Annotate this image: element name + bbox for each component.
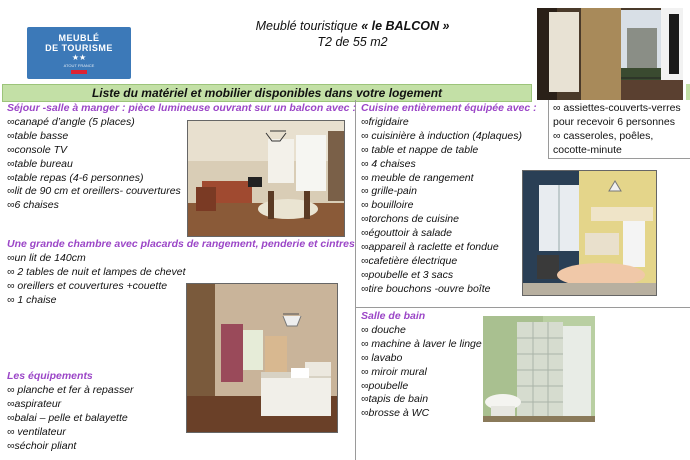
list-item: ∞poubelle [361, 379, 409, 392]
list-item: ∞poubelle et 3 sacs [361, 268, 454, 281]
list-item: ∞canapé d’angle (5 places) [7, 115, 135, 128]
list-item: ∞ bouilloire [361, 199, 414, 212]
balcony-photo [537, 8, 683, 100]
list-item: ∞tapis de bain [361, 393, 429, 406]
list-item: ∞ casseroles, poêles, [553, 129, 654, 142]
vaisselle-section [553, 102, 681, 158]
list-item: ∞balai – pelle et balayette [7, 411, 128, 424]
cuisine-section [361, 102, 537, 297]
bathroom-photo [483, 316, 595, 422]
list-item: ∞appareil à raclette et fondue [361, 241, 499, 254]
list-item: ∞ ventilateur [7, 425, 66, 438]
list-item: ∞table basse [7, 129, 69, 142]
list-item: ∞ grille-pain [361, 185, 417, 198]
list-item: ∞égouttoir à salade [361, 227, 452, 240]
bedroom-photo [186, 283, 338, 433]
list-item: ∞séchoir pliant [7, 439, 77, 452]
list-item: ∞ machine à laver le linge [361, 337, 482, 350]
list-item: ∞ oreillers et couvertures +couette [7, 279, 168, 292]
kitchen-photo [522, 170, 657, 296]
living-room-photo [187, 120, 345, 237]
column-divider [548, 100, 549, 158]
row-divider [355, 307, 690, 308]
list-item: ∞ cuisinière à induction (4plaques) [361, 129, 522, 142]
list-item: ∞lit de 90 cm et oreillers- couvertures [7, 185, 181, 198]
list-item: ∞frigidaire [361, 115, 409, 128]
list-item: ∞ lavabo [361, 351, 403, 364]
list-item: ∞ table et nappe de table [361, 143, 479, 156]
equipment-list-banner: Liste du matériel et mobilier disponibles dans votre logement [2, 84, 532, 102]
list-item: cocotte-minute [553, 143, 622, 156]
stars-icon: ★★ [71, 53, 87, 62]
salle-de-bain-section [361, 310, 482, 421]
list-item: ∞table bureau [7, 157, 73, 170]
list-item: ∞cafetière électrique [361, 254, 458, 267]
document-subtitle: T2 de 55 m2 [317, 35, 388, 49]
list-item: ∞ assiettes-couverts-verres [553, 102, 681, 114]
list-item: ∞ miroir mural [361, 365, 427, 378]
document-title: Meublé touristique « le BALCON » [255, 19, 450, 33]
row-divider [548, 158, 690, 159]
sejour-heading: Séjour -salle à manger : pièce lumineuse ouvrant sur un balcon avec : [7, 102, 356, 114]
list-item: ∞tire bouchons -ouvre boîte [361, 282, 491, 295]
list-item: ∞aspirateur [7, 397, 62, 410]
list-item: ∞ 4 chaises [361, 157, 416, 170]
salle-de-bain-heading: Salle de bain [361, 310, 426, 322]
equipements-heading: Les équipements [7, 370, 93, 382]
list-item: ∞ meuble de rangement [361, 171, 474, 184]
chambre-heading: Une grande chambre avec placards de rangement, penderie et cintres [7, 238, 355, 250]
list-item: ∞ 2 tables de nuit et lampes de chevet [7, 265, 186, 278]
list-item: ∞brosse à WC [361, 407, 430, 420]
list-item: pour recevoir 6 personnes [553, 115, 675, 128]
list-item: ∞ douche [361, 323, 406, 336]
cuisine-heading: Cuisine entièrement équipée avec : [361, 102, 537, 114]
meuble-de-tourisme-logo: MEUBLÉ DE TOURISME ★★ ATOUT FRANCE [27, 27, 131, 79]
list-item: ∞6 chaises [7, 199, 59, 212]
list-item: ∞un lit de 140cm [7, 251, 86, 264]
equipements-section [7, 370, 134, 453]
list-item: ∞ planche et fer à repasser [7, 383, 134, 396]
list-item: ∞ 1 chaise [7, 293, 57, 306]
list-item: ∞console TV [7, 143, 68, 156]
list-item: ∞torchons de cuisine [361, 213, 459, 226]
list-item: ∞table repas (4-6 personnes) [7, 171, 144, 184]
